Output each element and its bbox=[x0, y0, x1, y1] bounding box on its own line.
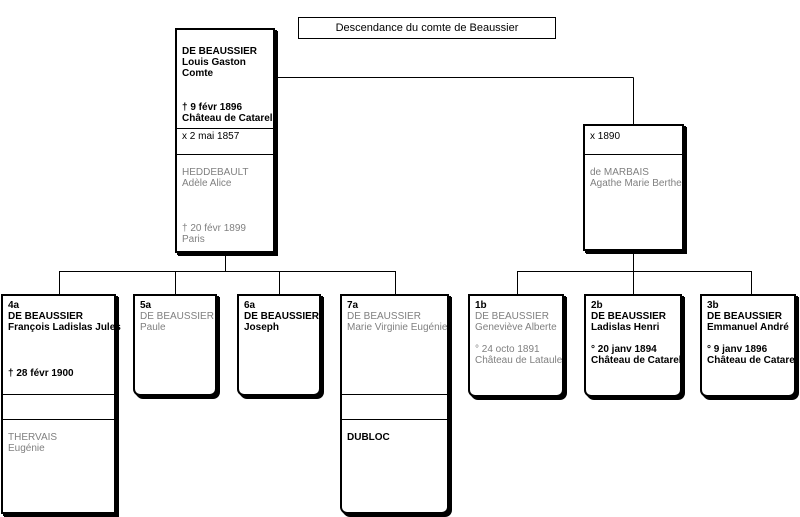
root-death-date: † 9 févr 1896 bbox=[182, 102, 243, 113]
spouse1-given-name: Adèle Alice bbox=[182, 178, 232, 189]
child-4a-spouse-given-name: Eugénie bbox=[8, 443, 45, 454]
child-1b-birth-date: ° 24 octo 1891 bbox=[475, 344, 540, 355]
root-death-place: Château de Catarel bbox=[182, 113, 273, 124]
spouse2-surname: de MARBAIS bbox=[590, 167, 649, 178]
child-card-7a[interactable] bbox=[340, 294, 449, 514]
child-card-2b[interactable] bbox=[584, 294, 682, 397]
child-6a-given-name: Joseph bbox=[244, 322, 280, 333]
child-4a-given-name: François Ladislas Jules bbox=[8, 322, 121, 333]
root-surname: DE BEAUSSIER bbox=[182, 46, 258, 57]
child-1b-given-name: Geneviève Alberte bbox=[475, 322, 557, 333]
child-4a-surname: DE BEAUSSIER bbox=[8, 311, 84, 322]
child-card-1b[interactable] bbox=[468, 294, 564, 397]
child-1b-surname: DE BEAUSSIER bbox=[475, 311, 549, 322]
child-2b-birth-place: Château de Catarel bbox=[591, 355, 682, 366]
spouse1-death-date: † 20 févr 1899 bbox=[182, 223, 246, 234]
child-card-5a[interactable] bbox=[133, 294, 217, 396]
child-2b-surname: DE BEAUSSIER bbox=[591, 311, 667, 322]
child-6a-id: 6a bbox=[244, 300, 256, 311]
spouse2-given-name: Agathe Marie Berthe bbox=[590, 178, 682, 189]
spouse1-surname: HEDDEBAULT bbox=[182, 167, 249, 178]
spouse1-divider bbox=[177, 154, 273, 155]
child-4a-spouse-surname: THERVAIS bbox=[8, 432, 58, 443]
child-7a-given-name: Marie Virginie Eugénie bbox=[347, 322, 448, 333]
child-card-6a[interactable] bbox=[237, 294, 321, 396]
child-1b-id: 1b bbox=[475, 300, 487, 311]
chart-title: Descendance du comte de Beaussier bbox=[298, 17, 556, 39]
child-card-3b[interactable] bbox=[700, 294, 796, 397]
child-7a-divider-2 bbox=[342, 419, 447, 420]
child-6a-surname: DE BEAUSSIER bbox=[244, 311, 320, 322]
marriage2-date: x 1890 bbox=[590, 131, 621, 142]
child-7a-divider-1 bbox=[342, 394, 447, 395]
child-4a-id: 4a bbox=[8, 300, 20, 311]
child-2b-given-name: Ladislas Henri bbox=[591, 322, 660, 333]
marriage1-date: x 2 mai 1857 bbox=[182, 131, 240, 142]
child-4a-divider-2 bbox=[3, 419, 114, 420]
child-3b-surname: DE BEAUSSIER bbox=[707, 311, 783, 322]
child-3b-birth-date: ° 9 janv 1896 bbox=[707, 344, 768, 355]
child-2b-birth-date: ° 20 janv 1894 bbox=[591, 344, 657, 355]
child-7a-spouse-surname: DUBLOC bbox=[347, 432, 390, 443]
child-5a-surname: DE BEAUSSIER bbox=[140, 311, 214, 322]
child-5a-id: 5a bbox=[140, 300, 152, 311]
child-4a-death-date: † 28 févr 1900 bbox=[8, 368, 74, 379]
child-5a-given-name: Paule bbox=[140, 322, 166, 333]
child-3b-birth-place: Château de Catarel bbox=[707, 355, 798, 366]
root-person-card[interactable] bbox=[175, 28, 275, 253]
marriage2-card[interactable] bbox=[583, 124, 684, 251]
child-2b-id: 2b bbox=[591, 300, 603, 311]
child-card-4a[interactable] bbox=[1, 294, 121, 514]
child-4a-divider-1 bbox=[3, 394, 114, 395]
marriage2-divider bbox=[585, 154, 682, 155]
root-given-name: Louis Gaston bbox=[182, 57, 246, 68]
child-3b-given-name: Emmanuel André bbox=[707, 322, 789, 333]
marriage1-divider bbox=[177, 128, 273, 129]
spouse1-death-place: Paris bbox=[182, 234, 205, 245]
child-1b-birth-place: Château de Lataule bbox=[475, 355, 563, 366]
child-3b-id: 3b bbox=[707, 300, 719, 311]
child-7a-id: 7a bbox=[347, 300, 359, 311]
root-title: Comte bbox=[182, 68, 214, 79]
child-7a-surname: DE BEAUSSIER bbox=[347, 311, 421, 322]
